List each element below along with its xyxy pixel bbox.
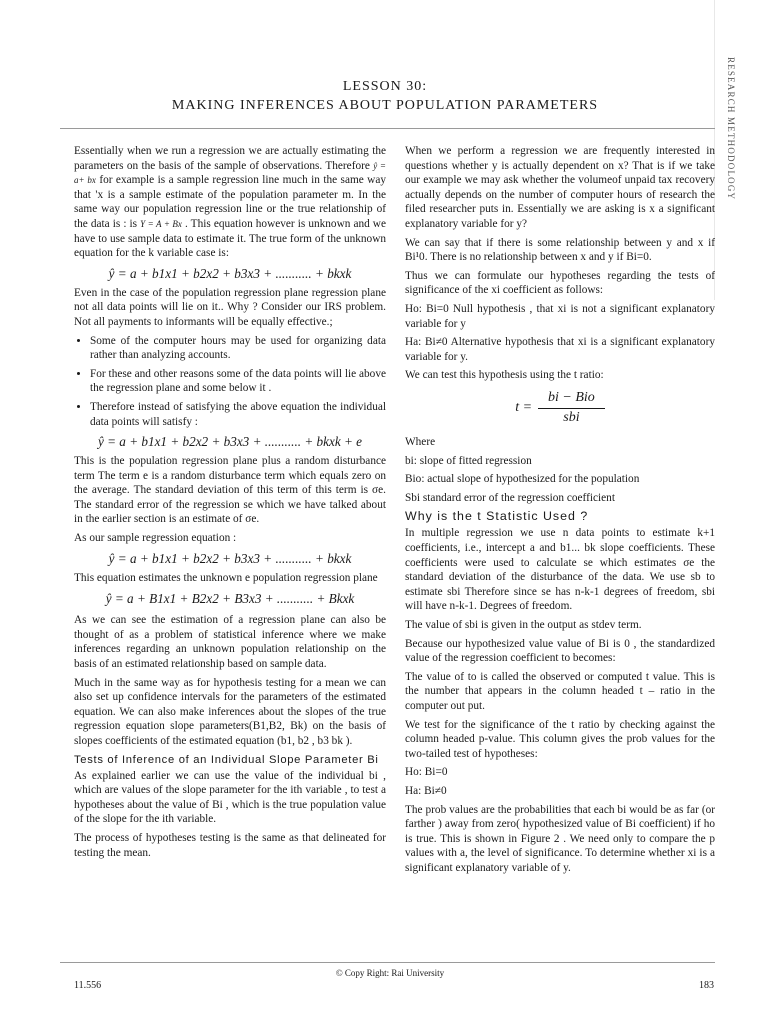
paragraph: We can test this hypothesis using the t ratio: [405, 369, 604, 382]
bottom-rule [60, 962, 715, 963]
paragraph: Ho: Bi=0 Null hypothesis , that xi is not a significant explanatory variable for y [405, 302, 715, 330]
definition: Sbi standard error of the regression coefficient [405, 491, 615, 504]
left-column [74, 144, 386, 864]
paragraph: Because our hypothesized value value of Bi is 0 , the standardized value of the regression coefficient to becomes: [405, 637, 715, 665]
paragraph: As our sample regression equation : [74, 532, 237, 545]
bullet-item: • Therefore instead of satisfying the above equation the individual data points will satisfy : [90, 400, 386, 429]
paragraph: Ha: Bi≠0 Alternative hypothesis that xi is a significant explanatory variable for y. [405, 336, 715, 363]
formula-lhs: t = [515, 399, 533, 415]
paragraph: This is the population regression plane plus a random disturbance term The term e is a random disturbance term which equals zero on the average. The standard deviation of this term of this term is σe. The standard error of the regression se which we have talked about in the earlier section is an estimate of σe. [74, 455, 386, 526]
paragraph: Even in the case of the population regression plane regression plane not all data points will lie on it.. Why ? Consider our IRS problem. Not all payments to informants will be equally effective.; [74, 286, 386, 328]
equation-2: ŷ = a + b1x1 + b2x2 + b3x3 + ........... + bkxk + e [97, 434, 363, 450]
paragraph: The value of to is called the observed or computed t value. This is the number that appears in the column headed t – ratio in the computer out put. [405, 670, 715, 712]
formula-fraction [538, 391, 605, 425]
paragraph: The process of hypotheses testing is the same as that delineated for testing the mean. [74, 831, 386, 859]
paragraph: This equation estimates the unknown e population regression plane [74, 571, 378, 584]
equation-3: ŷ = a + b1x1 + b2x2 + b3x3 + ........... + bkxk [108, 550, 352, 566]
equation-1: ŷ = a + b1x1 + b2x2 + b3x3 + ........... + bkxk [108, 265, 352, 281]
paragraph: Ho: Bi=0 [405, 766, 448, 779]
lesson-number: LESSON 30: [342, 79, 428, 94]
bullet-list [74, 334, 386, 430]
paragraph: We test for the significance of the t ratio by checking against the column headed p-value. This column gives the prob values for the two-tailed test of hypotheses: [405, 718, 715, 760]
footer-copyright: © Copy Right: Rai University [335, 968, 445, 978]
t-ratio-formula [405, 391, 715, 425]
bullet-item: • For these and other reasons some of the data points will lie above the regression plane and some below it . [90, 367, 386, 396]
definition: bi: slope of fitted regression [405, 454, 532, 467]
side-label: RESEARCH METHODOLOGY [726, 57, 736, 201]
paragraph: When we perform a regression we are frequently interested in questions whether y is actually dependent on x? That is if we take our example we may ask whether the volumeof unpaid tax recovery actually depends on the number of computer hours of research the filed researcher puts in. Essentially we are asking is x a significant explanatory variable for y? [405, 145, 715, 230]
formula-denominator: sbi [563, 409, 580, 425]
equation-4: ŷ = a + B1x1 + B2x2 + B3x3 + ........... + Bkxk [105, 591, 355, 607]
paragraph: Ha: Bi≠0 [405, 784, 447, 797]
footer-page-number: 183 [699, 980, 714, 991]
paragraph: Thus we can formulate our hypotheses regarding the tests of significance of the xi coefficient as follows: [405, 269, 715, 297]
title-block [60, 78, 710, 115]
definition: Bio: actual slope of hypothesized for the population [405, 473, 640, 486]
paragraph: As we can see the estimation of a regression plane can also be thought of as a problem of statistical inference where we make inferences regarding an unknown population relationship on the basis of an estimated relationship based on sample data. [74, 614, 386, 671]
footer-course-code: 11.556 [74, 980, 102, 991]
right-column [405, 144, 715, 880]
paragraph: The value of sbi is given in the output as stdev term. [405, 619, 642, 632]
paragraph: In multiple regression we use n data points to estimate k+1 coefficients, i.e., intercept a and b1... bk slope coefficients. These coefficients were used to calculate se which estimates σe the standard deviation of the disturbance of the data. We use sb to estimate sbi Therefore since se has n-k-1 degrees of freedom, sbi will have n-k-1. Degrees of freedom. [405, 527, 715, 613]
paragraph: Where [405, 436, 436, 449]
formula-numerator: bi − Bio [538, 391, 605, 409]
inline-equation: Y = A + Bx [140, 218, 182, 229]
section-heading: Why is the t Statistic Used ? [405, 509, 589, 524]
paragraph-intro: Essentially when we run a regression we are actually estimating the parameters on the basis of the sample of observations. Therefore ŷ = a+ bx for example is a sample regression line much in the same way that 'x is a sample estimate of the population parameter m. In the same way our population regression line or the true relationship of the data is : is Y = A + Bx . This equation however is unknown and we have to use sample data to estimate it. The true form of the unknown equation for the k variable case is: [74, 145, 387, 260]
bullet-item: • Some of the computer hours may be used for organizing data rather than analyzing accounts. [90, 334, 386, 363]
paragraph: We can say that if there is some relationship between y and x if Bi¹0. There is no relationship between x and y if Bi=0. [405, 236, 715, 264]
top-rule [60, 128, 715, 129]
lesson-title: MAKING INFERENCES ABOUT POPULATION PARAMETERS [171, 98, 599, 113]
section-heading: Tests of Inference of an Individual Slope Parameter Bi [74, 753, 379, 766]
paragraph: As explained earlier we can use the value of the individual bi , which are values of the slope parameter for the ith variable , to test a hypotheses about the value of Bi , which is the true population value of the slope for the ith variable. [74, 769, 386, 826]
inline-equation: ŷ = a+ bx [74, 160, 387, 186]
paragraph: The prob values are the probabilities that each bi would be as far (or farther ) away from zero( hypothesized value of Bi coefficient) if ho is true. This is shown in Figure 2 . We need only to compare the p values with a, the level of significance. To determine whether xi is a significant explanatory variable of y. [405, 803, 715, 874]
paragraph: Much in the same way as for hypothesis testing for a mean we can also set up confidence intervals for the parameters of the estimated equation. We can also make inferences about the slopes of the true regression equation slope parameters(B1,B2, Bk) on the basis of slopes coefficients of the estimated equation (b1, b2 , b3 bk ). [74, 676, 386, 747]
